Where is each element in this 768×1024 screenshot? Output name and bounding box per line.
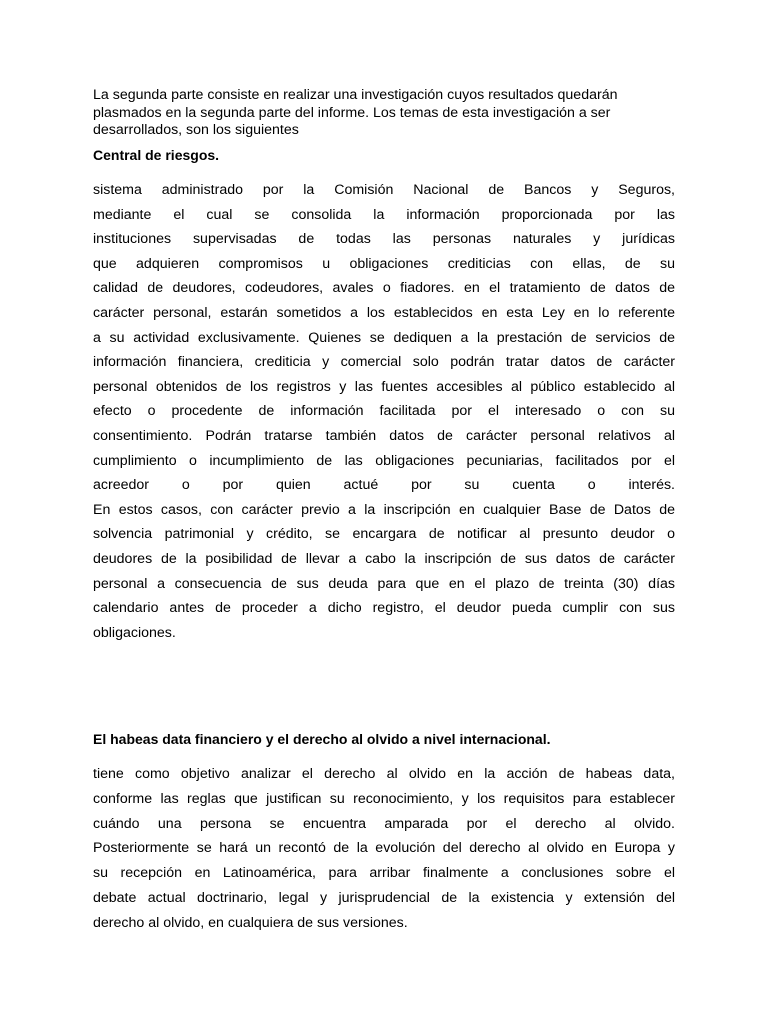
- paragraph-line: sistema administrado por la Comisión Nacional de Bancos y Seguros,: [93, 182, 675, 198]
- paragraph-line: su recepción en Latinoamérica, para arribar finalmente a conclusiones sobre el: [93, 865, 675, 882]
- paragraph-line: información financiera, crediticia y comercial solo podrán tratar datos de carácter: [93, 354, 675, 371]
- paragraph-line: efecto o procedente de información facilitada por el interesado o con su: [93, 403, 675, 420]
- paragraph-line: personal a consecuencia de sus deuda para que en el plazo de treinta (30) días: [93, 575, 675, 592]
- paragraph-line: conforme las reglas que justifican su reconocimiento, y los requisitos para establecer: [93, 790, 675, 807]
- paragraph-line: derecho al olvido, en cualquiera de sus versiones.: [93, 914, 408, 931]
- paragraph-line: personal obtenidos de los registros y las fuentes accesibles al público establecido al: [93, 378, 675, 395]
- section-body-central-de-riesgos: [93, 178, 675, 645]
- intro-paragraph: La segunda parte consiste en realizar una investigación cuyos resultados quedarán plasmados en la segunda parte del informe. Los temas de esta investigación a ser desarrollados, son los siguientes: [93, 87, 618, 138]
- paragraph-line: cumplimiento o incumplimiento de las obligaciones pecuniarias, facilitados por el: [93, 452, 675, 469]
- paragraph-line: cuándo una persona se encuentra amparada por el derecho al olvido.: [93, 815, 675, 832]
- section-heading-habeas-data: El habeas data financiero y el derecho al olvido a nivel internacional.: [93, 731, 551, 747]
- paragraph-line: calidad de deudores, codeudores, avales o fiadores. en el tratamiento de datos de: [93, 280, 675, 297]
- section-body-habeas-data: [93, 762, 675, 936]
- paragraph-line: Posteriormente se hará un recontó de la evolución del derecho al olvido en Europa y: [93, 840, 675, 857]
- paragraph-line: debate actual doctrinario, legal y jurisprudencial de la existencia y extensión del: [93, 889, 675, 906]
- section-heading-central-de-riesgos: Central de riesgos.: [93, 147, 220, 163]
- paragraph-line: acreedor o por quien actué por su cuenta o interés.: [93, 477, 675, 494]
- paragraph-line: a su actividad exclusivamente. Quienes se dediquen a la prestación de servicios de: [93, 329, 675, 346]
- paragraph-line: calendario antes de proceder a dicho registro, el deudor pueda cumplir con sus: [93, 600, 675, 617]
- paragraph-line: que adquieren compromisos u obligaciones crediticias con ellas, de su: [93, 255, 675, 272]
- paragraph-line: mediante el cual se consolida la información proporcionada por las: [93, 206, 675, 223]
- paragraph-line: deudores de la posibilidad de llevar a cabo la inscripción de sus datos de carácter: [93, 550, 675, 567]
- paragraph-line: En estos casos, con carácter previo a la inscripción en cualquier Base de Datos de: [93, 501, 675, 518]
- paragraph-line: solvencia patrimonial y crédito, se encargara de notificar al presunto deudor o: [93, 526, 675, 543]
- paragraph-line: consentimiento. Podrán tratarse también datos de carácter personal relativos al: [93, 427, 675, 444]
- paragraph-line: carácter personal, estarán sometidos a los establecidos en esta Ley en lo referente: [93, 304, 675, 321]
- paragraph-line: instituciones supervisadas de todas las personas naturales y jurídicas: [93, 231, 675, 248]
- paragraph-line: obligaciones.: [93, 624, 176, 641]
- paragraph-line: tiene como objetivo analizar el derecho al olvido en la acción de habeas data,: [93, 766, 675, 782]
